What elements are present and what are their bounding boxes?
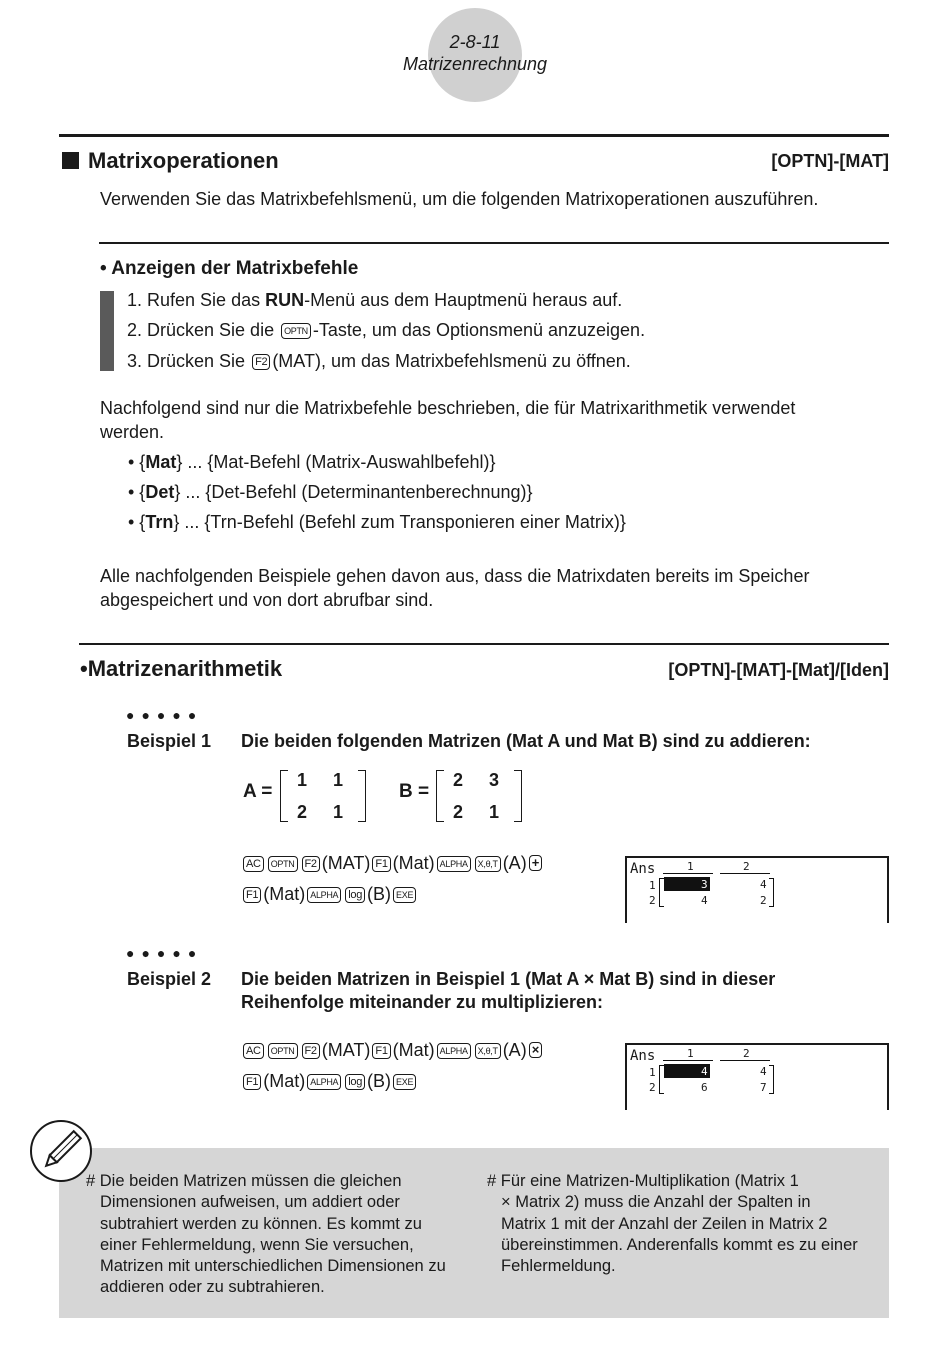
f2-key-icon: F2 — [302, 1043, 320, 1059]
xthetat-key-icon: X,θ,T — [475, 856, 501, 872]
note-left: # Die beiden Matrizen müssen die gleichen Dimensionen aufweisen, um addiert oder subtrahiert werden zu können. Es kommt zu einer Fehlermeldung, wenn Sie versuchen, Matrizen mit unterschiedlichen Dimensionen zu addieren oder zu subtrahieren. — [86, 1172, 446, 1297]
exe-key-icon: EXE — [393, 887, 416, 903]
command-item-det: • {Det} ... {Det-Befehl (Determinantenberechnung)} — [128, 482, 533, 502]
section-divider — [59, 134, 889, 137]
example-2-keys-line-1: AC OPTN F2 (MAT) F1 (Mat) ALPHA X,θ,T (A) × — [241, 1038, 544, 1062]
paragraph-2-line-1: Alle nachfolgenden Beispiele gehen davon aus, dass die Matrixdaten bereits im Speicher — [100, 566, 810, 586]
f1-key-icon: F1 — [372, 856, 390, 872]
command-item-mat: • {Mat} ... {Mat-Befehl (Matrix-Auswahlbefehl)} — [128, 452, 496, 472]
example-2-keys-line-2: F1 (Mat) ALPHA log (B) EXE — [241, 1069, 418, 1093]
section-keys: [OPTN]-[MAT] — [771, 151, 889, 171]
f1-key-icon: F1 — [372, 1043, 390, 1059]
square-bullet-icon — [62, 152, 79, 169]
f2-key-icon: F2 — [252, 354, 270, 370]
matrix-a-label: A = — [243, 781, 273, 802]
step-2: 2. Drücken Sie die OPTN -Taste, um das Optionsmenü anzuzeigen. — [127, 320, 646, 340]
alpha-key-icon: ALPHA — [307, 1074, 341, 1090]
example-1-keys-line-2: F1 (Mat) ALPHA log (B) EXE — [241, 882, 418, 906]
exe-key-icon: EXE — [393, 1074, 416, 1090]
arithmetic-divider — [79, 643, 889, 645]
paragraph-1-line-1: Nachfolgend sind nur die Matrixbefehle beschrieben, die für Matrixarithmetik verwendet — [100, 398, 796, 418]
example-1-label: Beispiel 1 — [127, 731, 212, 751]
command-item-trn: • {Trn} ... {Trn-Befehl (Befehl zum Transponieren einer Matrix)} — [128, 512, 626, 532]
example-1-text: Die beiden folgenden Matrizen (Mat A und Mat B) sind zu addieren: — [241, 731, 811, 751]
step-1: 1. Rufen Sie das RUN-Menü aus dem Hauptmenü heraus auf. — [127, 290, 623, 310]
subsection-title: Anzeigen der Matrixbefehle — [111, 258, 359, 279]
example-2-label: Beispiel 2 — [127, 969, 212, 989]
log-key-icon: log — [345, 887, 365, 903]
matrix-b-label: B = — [399, 781, 430, 802]
alpha-key-icon: ALPHA — [437, 1043, 471, 1059]
subsection-heading — [100, 257, 358, 281]
step-3: 3. Drücken Sie F2 (MAT), um das Matrixbefehlsmenü zu öffnen. — [127, 351, 631, 371]
section-intro: Verwenden Sie das Matrixbefehlsmenü, um die folgenden Matrixoperationen auszuführen. — [100, 189, 819, 209]
ac-key-icon: AC — [243, 856, 264, 872]
note-right: # Für eine Matrizen-Multiplikation (Matrix 1 × Matrix 2) muss die Anzahl der Spalten in Matrix 1 mit der Anzahl der Zeilen in Matrix 2 übereinstimmen. Anderenfalls kommt es zu einer Fehlermeldung. — [487, 1172, 858, 1276]
paragraph-2-line-2: abgespeichert und von dort abrufbar sind. — [100, 590, 434, 610]
optn-key-icon: OPTN — [268, 1043, 298, 1059]
log-key-icon: log — [345, 1074, 365, 1090]
example-2-text-line-1: Die beiden Matrizen in Beispiel 1 (Mat A × Mat B) sind in dieser — [241, 969, 776, 989]
paragraph-1-line-2: werden. — [100, 422, 165, 442]
matrix-a: 1 1 2 1 — [280, 766, 366, 826]
example-dots-icon: ●●●●● — [126, 707, 204, 723]
example-dots-icon: ●●●●● — [126, 945, 204, 961]
alpha-key-icon: ALPHA — [307, 887, 341, 903]
section-heading — [62, 148, 279, 174]
alpha-key-icon: ALPHA — [437, 856, 471, 872]
subsection-divider — [99, 242, 889, 244]
calculator-screen-2: Ans 1 2 1 2 4 4 6 7 — [625, 1043, 889, 1110]
arithmetic-keys: [OPTN]-[MAT]-[Mat]/[Iden] — [668, 660, 889, 680]
example-2-text-line-2: Reihenfolge miteinander zu multiplizieren: — [241, 992, 604, 1012]
pencil-icon — [30, 1120, 92, 1182]
page-number: 2-8-11 — [449, 32, 501, 52]
matrix-b: 2 3 2 1 — [436, 766, 522, 826]
steps-sidebar-bar — [100, 291, 114, 371]
optn-key-icon: OPTN — [281, 323, 311, 339]
arithmetic-title: Matrizenarithmetik — [87, 656, 283, 681]
example-1-keys-line-1: AC OPTN F2 (MAT) F1 (Mat) ALPHA X,θ,T (A) + — [241, 851, 544, 875]
plus-key-icon: + — [529, 855, 542, 871]
multiply-key-icon: × — [529, 1042, 542, 1058]
section-title: Matrixoperationen — [88, 148, 279, 173]
bullet-icon: • — [100, 258, 107, 279]
ac-key-icon: AC — [243, 1043, 264, 1059]
f1-key-icon: F1 — [243, 887, 261, 903]
f1-key-icon: F1 — [243, 1074, 261, 1090]
bullet-icon: • — [80, 656, 88, 681]
chapter-title: Matrizenrechnung — [402, 54, 548, 74]
arithmetic-heading — [80, 656, 282, 682]
xthetat-key-icon: X,θ,T — [475, 1043, 501, 1059]
f2-key-icon: F2 — [302, 856, 320, 872]
optn-key-icon: OPTN — [268, 856, 298, 872]
calculator-screen-1: Ans 1 2 1 2 3 4 4 2 — [625, 856, 889, 923]
